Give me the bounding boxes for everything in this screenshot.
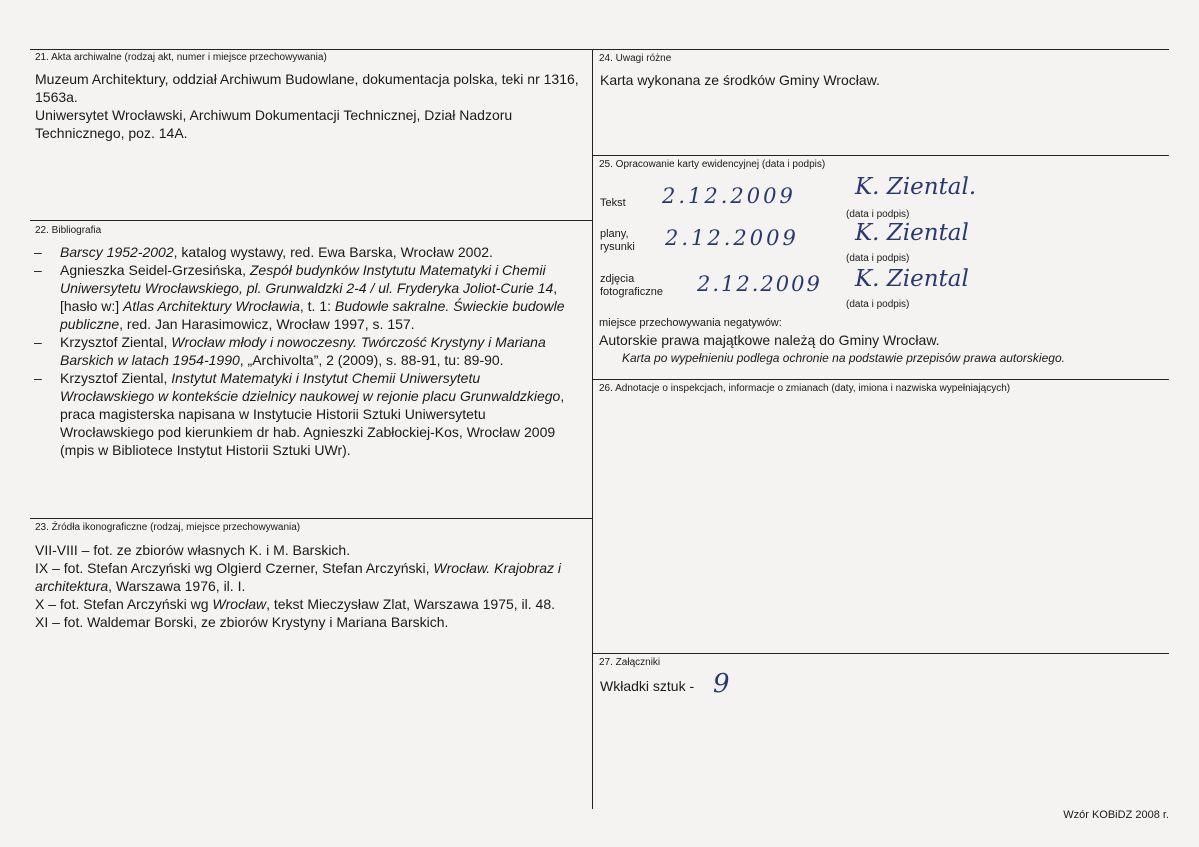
row-tekst-label: Tekst [600, 197, 626, 209]
bibliography-item: – Barscy 1952-2002, katalog wystawy, red. Ewa Barska, Wrocław 2002. [34, 243, 569, 261]
signature-tekst: K. Ziental. [855, 174, 977, 200]
attachments-count: 9 [713, 669, 730, 699]
signature-zdjecia: K. Ziental [855, 266, 969, 292]
form-template-footer: Wzór KOBiDZ 2008 r. [1063, 809, 1169, 821]
copyright-notice: Karta po wypełnieniu podlega ochronie na podstawie przepisów prawa autorskiego. [622, 351, 1065, 365]
divider-24-25 [592, 155, 1169, 156]
archive-entry-2: Uniwersytet Wrocławski, Archiwum Dokumentacji Technicznej, Dział Nadzoru Technicznego, poz. 14A. [35, 107, 513, 141]
divider-26-27 [592, 653, 1169, 654]
row-zdjecia-label-2: fotograficzne [600, 286, 663, 298]
section-26-label: 26. Adnotacje o inspekcjach, informacje o zmianach (daty, imiona i nazwiska wypełniających) [599, 383, 1011, 394]
section-23-body [35, 541, 585, 631]
archive-entry-1: Muzeum Architektury, oddział Archiwum Budowlane, dokumentacja polska, teki nr 1316, 1563a. [35, 71, 579, 105]
section-21-body [35, 70, 590, 142]
row-zdjecia-label-1: zdjęcia [600, 273, 635, 285]
icon-source-1: VII-VIII – fot. ze zbiorów własnych K. i M. Barskich. [35, 542, 351, 558]
section-27-label: 27. Załączniki [599, 657, 661, 668]
column-divider [592, 49, 593, 809]
attachments-text: Wkładki sztuk - [600, 678, 695, 694]
bibliography-item: – Krzysztof Ziental, Wrocław młody i nowoczesny. Twórczość Krystyny i Mariana Barskich w latach 1954-1990, „Archivolta”, 2 (2009), s. 88-91, tu: 89-90. [34, 333, 569, 369]
section-23-label: 23. Źródła ikonograficzne (rodzaj, miejsce przechowywania) [35, 522, 301, 533]
section-25-label: 25. Opracowanie karty ewidencyjnej (data i podpis) [599, 159, 826, 170]
signature-plany: K. Ziental [855, 220, 969, 246]
icon-source-3: X – fot. Stefan Arczyński wg Wrocław, tekst Mieczysław Zlat, Warszawa 1975, il. 48. [35, 596, 556, 612]
icon-source-4: XI – fot. Waldemar Borski, ze zbiorów Krystyny i Mariana Barskich. [35, 614, 449, 630]
date-plany: 2.12.2009 [665, 226, 799, 250]
section-21-label: 21. Akta archiwalne (rodzaj akt, numer i miejsce przechowywania) [35, 52, 327, 63]
bibliography-list [34, 243, 569, 459]
row-plany-label-1: plany, [600, 228, 629, 240]
caption-plany: (data i podpis) [846, 253, 910, 264]
bibliography-item: – Agnieszka Seidel-Grzesińska, Zespół budynków Instytutu Matematyki i Chemii Uniwersytetu Wrocławskiego, pl. Grunwaldzki 2-4 / ul. Fryderyka Joliot-Curie 14, [hasło w:] Atlas Architektury Wrocławia, t. 1: Budowle sakralne. Świeckie budowle publiczne, red. Jan Harasimowicz, Wrocław 1997, s. 157. [34, 261, 569, 333]
date-tekst: 2.12.2009 [662, 184, 796, 208]
bibliography-item: – Krzysztof Ziental, Instytut Matematyki i Instytut Chemii Uniwersytetu Wrocławskiego w kontekście dzielnicy naukowej w rejonie placu Grunwaldzkiego, praca magisterska napisana w Instytucie Historii Sztuki Uniwersytetu Wrocławskiego pod kierunkiem dr hab. Agnieszki Zabłockiej-Kos, Wrocław 2009 (mpis w Bibliotece Instytut Historii Sztuki UWr). [34, 369, 569, 459]
divider-21-22 [30, 220, 593, 221]
divider-22-23 [30, 518, 593, 519]
caption-zdjecia: (data i podpis) [846, 299, 910, 310]
top-border [30, 49, 1169, 50]
icon-source-2: IX – fot. Stefan Arczyński wg Olgierd Czerner, Stefan Arczyński, Wrocław. Krajobraz i architektura, Warszawa 1976, il. I. [35, 560, 561, 594]
negatives-text: Autorskie prawa majątkowe należą do Gminy Wrocław. [599, 332, 940, 348]
date-zdjecia: 2.12.2009 [697, 272, 822, 296]
section-24-text: Karta wykonana ze środków Gminy Wrocław. [600, 72, 880, 88]
row-plany-label-2: rysunki [600, 241, 635, 253]
section-24-label: 24. Uwagi różne [599, 53, 672, 64]
caption-tekst: (data i podpis) [846, 209, 910, 220]
negatives-label: miejsce przechowywania negatywów: [599, 317, 782, 329]
section-22-label: 22. Bibliografia [35, 225, 102, 236]
divider-25-26 [592, 379, 1169, 380]
